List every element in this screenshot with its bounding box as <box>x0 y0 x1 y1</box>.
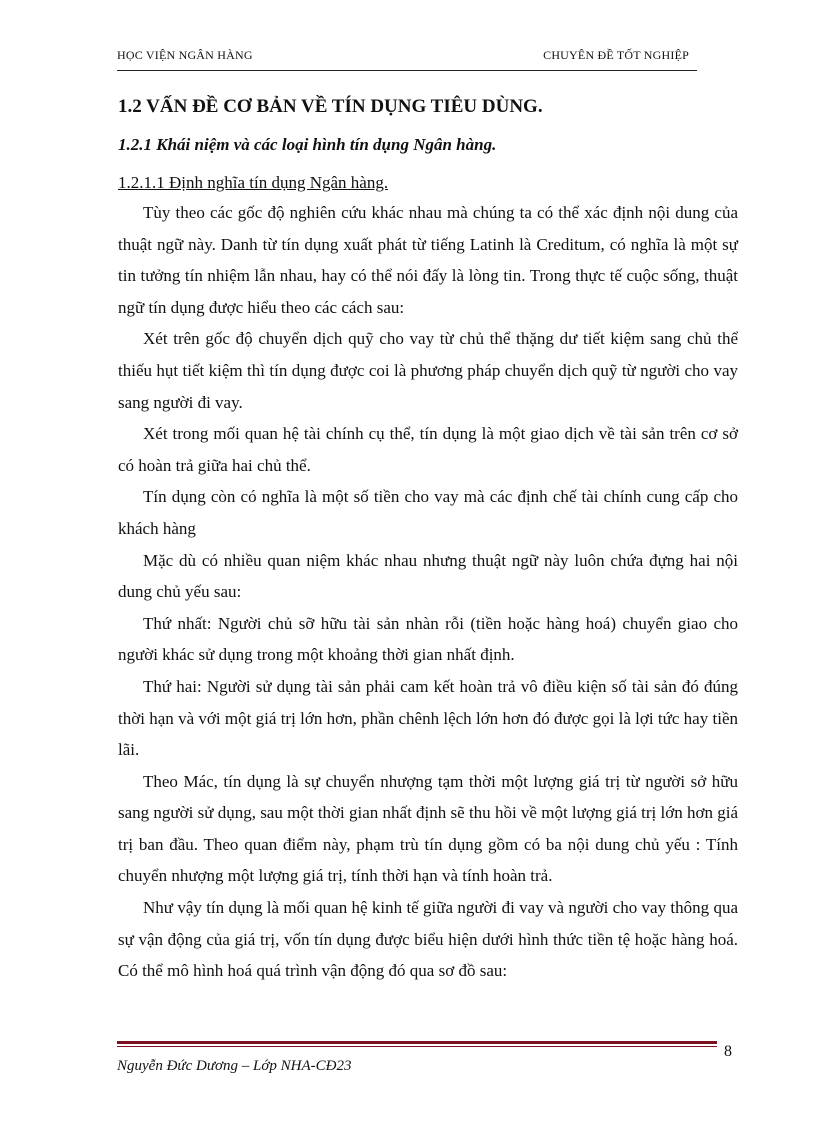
footer-author: Nguyễn Đức Dương – Lớp NHA-CĐ23 <box>117 1058 352 1074</box>
paragraph: Thứ hai: Người sử dụng tài sản phải cam kết hoàn trả vô điều kiện số tài sản đó đúng thời hạn và với một giá trị lớn hơn, phần chênh lệch lớn hơn đó được gọi là lợi tức hay tiền lãi. <box>118 676 738 760</box>
subsection-title: 1.2.1 Khái niệm và các loại hình tín dụng Ngân hàng. <box>118 135 497 154</box>
page-number: 8 <box>724 1043 732 1060</box>
paragraph: Như vậy tín dụng là mối quan hệ kinh tế giữa người đi vay và người cho vay thông qua sự vận động của giá trị, vốn tín dụng được biểu hiện dưới hình thức tiền tệ hoặc hàng hoá. Có thể mô hình hoá quá trình vận động đó qua sơ đồ sau: <box>118 898 738 981</box>
section-title: 1.2 VẤN ĐỀ CƠ BẢN VỀ TÍN DỤNG TIÊU DÙNG. <box>118 96 543 117</box>
paragraph: Xét trong mối quan hệ tài chính cụ thể, tín dụng là một giao dịch về tài sản trên cơ sở có hoàn trả giữa hai chủ thể. <box>118 424 738 475</box>
paragraph: Xét trên gốc độ chuyển dịch quỹ cho vay từ chủ thể thặng dư tiết kiệm sang chủ thể thiếu hụt tiết kiệm thì tín dụng được coi là phương pháp chuyển dịch quỹ từ người cho vay sang người đi vay. <box>118 329 738 412</box>
header-institution: HỌC VIỆN NGÂN HÀNG <box>117 48 253 62</box>
header-divider <box>117 70 697 71</box>
paragraph: Mặc dù có nhiều quan niệm khác nhau nhưng thuật ngữ này luôn chứa đựng hai nội dung chủ yếu sau: <box>118 550 738 602</box>
paragraph: Thứ nhất: Người chủ sỡ hữu tài sản nhàn rỗi (tiền hoặc hàng hoá) chuyển giao cho người khác sử dụng trong một khoảng thời gian nhất định. <box>118 613 738 665</box>
body-text <box>118 197 738 987</box>
footer-divider-thin <box>117 1046 717 1047</box>
header-document-type: CHUYÊN ĐỀ TỐT NGHIỆP <box>543 48 689 62</box>
paragraph: Tín dụng còn có nghĩa là một số tiền cho vay mà các định chế tài chính cung cấp cho khách hàng <box>118 487 738 538</box>
paragraph: Tùy theo các gốc độ nghiên cứu khác nhau mà chúng ta có thể xác định nội dung của thuật ngữ này. Danh từ tín dụng xuất phát từ tiếng Latinh là Creditum, có nghĩa là một sự tin tưởng tín nhiệm lẫn nhau, hay có thể nói đấy là lòng tin. Trong thực tế cuộc sống, thuật ngữ tín dụng được hiểu theo các cách sau: <box>118 203 738 317</box>
footer-divider <box>117 1041 717 1044</box>
paragraph: Theo Mác, tín dụng là sự chuyển nhượng tạm thời một lượng giá trị từ người sở hữu sang người sử dụng, sau một thời gian nhất định sẽ thu hồi về một lượng giá trị lớn hơn giá trị ban đầu. Theo quan điểm này, phạm trù tín dụng gồm có ba nội dung chủ yếu : Tính chuyển nhượng một lượng giá trị, tính thời hạn và tính hoàn trả. <box>118 771 738 886</box>
page-header <box>117 46 697 66</box>
subsubsection-title: 1.2.1.1 Định nghĩa tín dụng Ngân hàng. <box>118 173 389 192</box>
